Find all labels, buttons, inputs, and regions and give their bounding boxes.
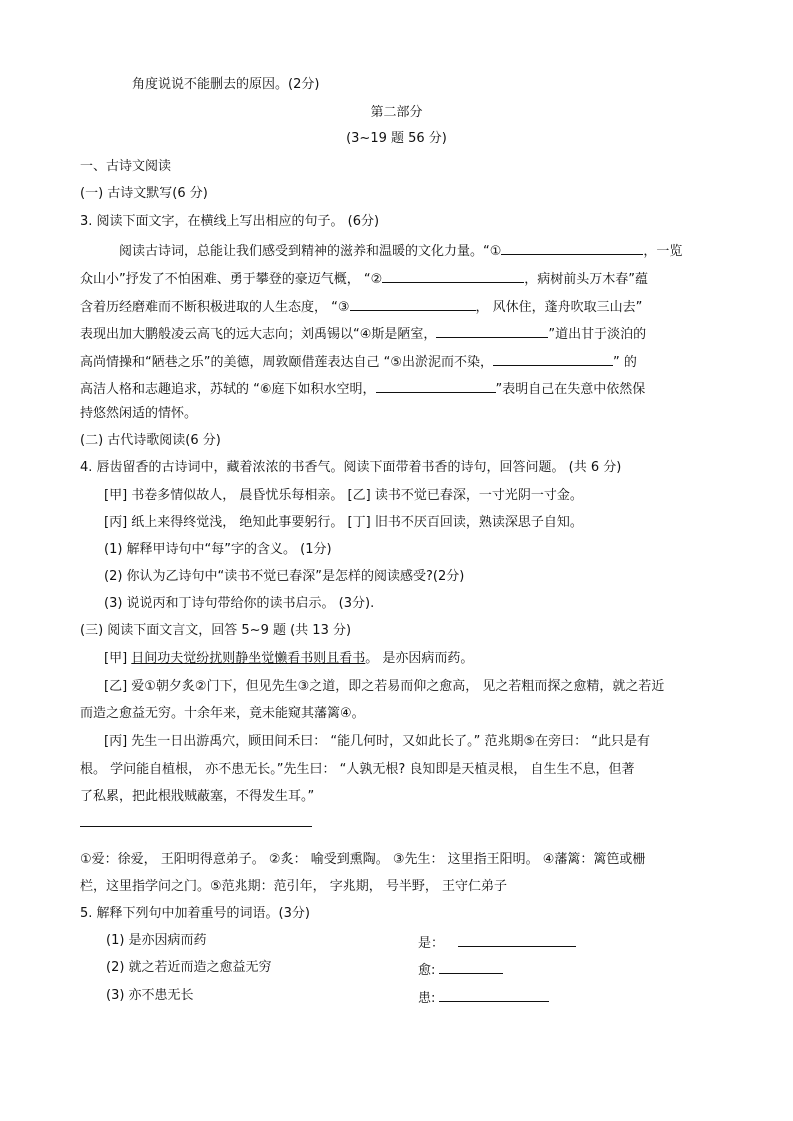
q3-text: 表现出加大鹏般凌云高飞的远大志向；刘禹锡以“④斯是陋室，: [80, 327, 437, 342]
text-bing-line-2: 根。 学问能自植根， 亦不患无长。”先生曰： “人孰无根? 良知即是天植灵根， 自生生不息，但著: [80, 762, 635, 777]
question-5-stem: 5. 解释下列句中加着重号的词语。(3分): [80, 906, 310, 921]
text-bing-line-3: 了私累，把此根戕贼蔽塞，不得发生耳。”: [80, 789, 315, 804]
sub-question: (2) 你认为乙诗句中“读书不觉已春深”是怎样的阅读感受?(2分): [104, 569, 465, 584]
answer-blank[interactable]: [439, 987, 549, 1002]
text-yi-line-2: 而造之愈益无穷。十余年来，竟未能窥其藩篱④。: [80, 706, 365, 721]
poem-line-1: [甲] 书卷多情似故人， 晨昏忧乐每相亲。 [乙] 读书不觉已春深，一寸光阴一寸金。: [104, 488, 583, 503]
answer-blank-3[interactable]: [350, 296, 476, 311]
q3-line-1: [119, 240, 682, 261]
q3-line-2: [80, 268, 648, 289]
q5-answer: [418, 987, 549, 1008]
q3-text: ”道出甘于淡泊的: [548, 327, 647, 342]
subsection-heading: (三) 阅读下面文言文，回答 5~9 题 (共 13 分): [80, 623, 352, 638]
q5-answer: [418, 932, 576, 953]
answer-blank-2[interactable]: [382, 268, 524, 283]
answer-label: 是：: [418, 936, 445, 951]
text-rest: 。 是亦因病而药。: [365, 651, 474, 666]
text-bing-line-1: [丙] 先生一日出游禹穴，顾田间禾曰： “能几何时，又如此长了。” 范兆期⑤在旁曰： “此只是有: [104, 734, 651, 749]
q3-text: 阅读古诗词，总能让我们感受到精神的滋养和温暖的文化力量。“①: [119, 244, 502, 259]
q3-text: 含着历经磨难而不断积极进取的人生态度， “③: [80, 300, 350, 315]
subsection-heading: (一) 古诗文默写(6 分): [80, 186, 208, 201]
q3-line-4: [80, 323, 646, 344]
q5-item: (3) 亦不患无长: [106, 988, 194, 1003]
q5-answer: [418, 959, 503, 980]
q3-text: ，一览: [643, 244, 683, 259]
q3-text: 众山小”抒发了不怕困难、勇于攀登的豪迈气概， “②: [80, 272, 383, 287]
part-subtitle: (3~19 题 56 分): [346, 131, 447, 146]
q5-item: (2) 就之若近而造之愈益无穷: [106, 960, 272, 975]
q3-text: 高尚情操和“陋巷之乐”的美德，周敦颐借莲表达自己 “⑤出淤泥而不染，: [80, 355, 493, 370]
q3-text: ”表明自己在失意中依然保: [495, 382, 646, 397]
answer-blank[interactable]: [439, 959, 503, 974]
text-label: [甲]: [104, 651, 132, 666]
answer-blank-5[interactable]: [493, 351, 613, 366]
q3-line-3: [80, 296, 642, 317]
intro-line: 角度说说不能删去的原因。(2分): [132, 77, 320, 92]
section-heading: 一、古诗文阅读: [80, 159, 172, 174]
answer-blank-4[interactable]: [436, 323, 548, 338]
text-yi-line-1: [乙] 爱①朝夕炙②门下，但见先生③之道，即之若易而仰之愈高， 见之若粗而探之愈精，就之若近: [104, 679, 665, 694]
q3-line-6: [80, 378, 645, 399]
underlined-sentence: 日间功夫觉纷扰则静坐觉懒看书则且看书: [131, 651, 366, 666]
part-title: 第二部分: [370, 105, 423, 120]
q5-item: (1) 是亦因病而药: [106, 933, 207, 948]
q3-text: ， 风休住，蓬舟吹取三山去”: [475, 300, 643, 315]
answer-blank[interactable]: [458, 932, 576, 947]
sub-question: (1) 解释甲诗句中“每”字的含义。 (1分): [104, 542, 332, 557]
footnote-line-1: ①爱：徐爱， 王阳明得意弟子。 ②炙： 喻受到熏陶。 ③先生： 这里指王阳明。 ④藩篱：篱笆或栅: [80, 852, 646, 867]
question-3-stem: 3. 阅读下面文字，在横线上写出相应的句子。 (6分): [80, 214, 380, 229]
footnote-divider: [80, 826, 312, 827]
sub-question: (3) 说说丙和丁诗句带给你的读书启示。 (3分).: [104, 596, 375, 611]
poem-line-2: [丙] 纸上来得终觉浅， 绝知此事要躬行。 [丁] 旧书不厌百回读，熟读深思子自知。: [104, 515, 583, 530]
answer-blank-6[interactable]: [376, 378, 496, 393]
q3-text: ，病树前头万木春”蕴: [524, 272, 649, 287]
answer-label: 愈:: [418, 963, 436, 978]
q3-text: ” 的: [613, 355, 637, 370]
answer-blank-1[interactable]: [501, 240, 643, 255]
q3-line-7: 持悠然闲适的情怀。: [80, 406, 198, 421]
subsection-heading: (二) 古代诗歌阅读(6 分): [80, 433, 221, 448]
text-jia: [104, 650, 473, 668]
answer-label: 患:: [418, 991, 436, 1006]
q3-line-5: [80, 351, 637, 372]
question-4-stem: 4. 唇齿留香的古诗词中，藏着浓浓的书香气。阅读下面带着书香的诗句，回答问题。 (共 6 分): [80, 460, 622, 475]
footnote-line-2: 栏，这里指学问之门。⑤范兆期：范引年， 字兆期， 号半野， 王守仁弟子: [80, 879, 508, 894]
q3-text: 高洁人格和志趣追求，苏轼的 “⑥庭下如积水空明，: [80, 382, 376, 397]
